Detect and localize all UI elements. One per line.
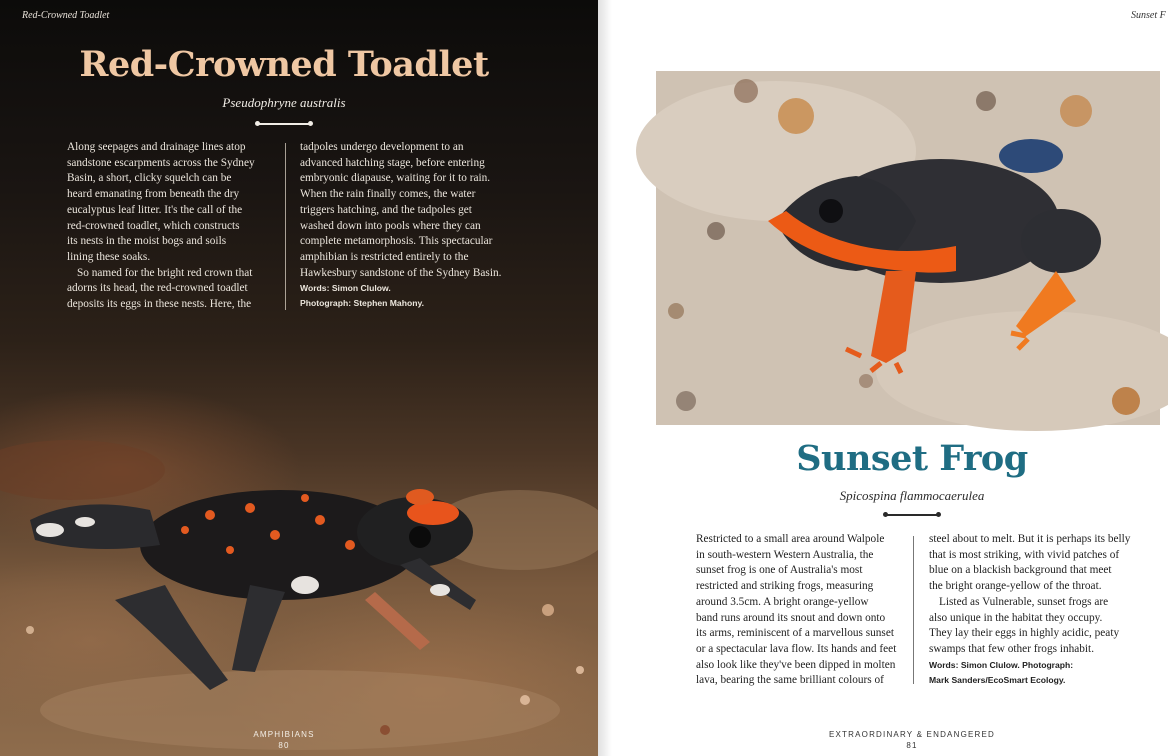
text-line: triggers hatching, and the tadpoles get [300, 203, 472, 216]
text-line: its nests in the moist bogs and soils [67, 235, 227, 248]
body-column-2 [929, 532, 1133, 688]
text-line: restricted and striking frogs, measuring [696, 580, 874, 593]
text-line: also look like they've been dipped in molten [696, 658, 896, 671]
text-line: that is most striking, with vivid patches of [929, 548, 1120, 561]
text-line: Restricted to a small area around Walpole [696, 533, 885, 545]
text-line: around 3.5cm. A bright orange-yellow [696, 595, 869, 608]
body-paragraph-2 [929, 532, 1133, 595]
credit-photo: Photograph: Stephen Mahony. [300, 298, 424, 309]
running-head: Red-Crowned Toadlet [22, 10, 110, 21]
toadlet-illustration [30, 489, 476, 690]
credit-line: Words: Simon Clulow. Photograph: [929, 659, 1074, 670]
body-paragraph-1 [67, 140, 272, 266]
text-line: When the rain finally comes, the water [300, 188, 476, 201]
text-line: deposits its eggs in these nests. Here, the [67, 298, 252, 311]
text-line: heard emanating from beneath the dry [67, 188, 240, 201]
column-divider [285, 143, 286, 310]
text-line: sunset frog is one of Australia's most [696, 564, 863, 577]
text-line: So named for the bright red crown that [77, 266, 253, 279]
running-head: Sunset F [1131, 10, 1166, 21]
text-line: red-crowned toadlet, which constructs [67, 219, 240, 232]
article-title: Sunset Frog [796, 438, 1028, 479]
text-line: Along seepages and drainage lines atop [67, 141, 246, 153]
folio [656, 729, 1168, 751]
text-line: Hawkesbury sandstone of the Sydney Basin. [300, 266, 502, 279]
page-number: 80 [278, 741, 290, 750]
folio-section: AMPHIBIANS [253, 730, 315, 739]
sunset-frog-photo [656, 71, 1160, 425]
text-line: Listed as Vulnerable, sunset frogs are [939, 595, 1109, 608]
text-line: lava, bearing the same brilliant colours of [696, 674, 884, 687]
text-line: Basin, a short, clicky squelch can be [67, 172, 232, 185]
text-line: in south-western Western Australia, the [696, 548, 874, 561]
body-paragraph-2 [67, 266, 272, 313]
text-line: blue on a blackish background that meet [929, 564, 1112, 577]
toadlet-photo [0, 380, 598, 756]
ornamental-rule [886, 514, 938, 516]
body-column-1 [696, 532, 900, 689]
credit-words: Words: Simon Clulow. [300, 283, 391, 294]
body-paragraph-1 [696, 532, 900, 689]
text-line: swamps that few other frogs inhabit. [929, 642, 1095, 655]
text-line: embryonic diapause, waiting for it to rain. [300, 172, 491, 185]
text-line: or a spectacular lava flow. Its hands and feet [696, 642, 897, 655]
scientific-name: Pseudophryne australis [222, 95, 346, 110]
body-column-2 [300, 140, 505, 311]
text-line: steel about to melt. But it is perhaps its belly [929, 533, 1131, 545]
text-line: sandstone escarpments across the Sydney [67, 156, 255, 169]
body-paragraph-3 [929, 595, 1133, 658]
body-paragraph-3 [300, 140, 505, 281]
text-line: its arms, reminiscent of a marvellous sunset [696, 627, 894, 640]
page-number: 81 [906, 741, 918, 750]
text-line: advanced hatching stage, before entering [300, 156, 485, 169]
gutter-shadow [598, 0, 612, 756]
text-line: the bright orange-yellow of the throat. [929, 580, 1102, 593]
credits [300, 281, 505, 311]
folio-section: EXTRAORDINARY & ENDANGERED [828, 730, 996, 739]
column-divider [913, 536, 914, 684]
ornamental-rule [258, 123, 310, 125]
text-line: washed down into pools where they can [300, 219, 481, 232]
scientific-name: Spicospina flammocaerulea [839, 488, 985, 503]
text-line: band runs around its snout and down onto [696, 611, 886, 624]
text-line: They lay their eggs in highly acidic, peaty [929, 627, 1120, 640]
body-column-1 [67, 140, 272, 313]
text-line: amphibian is restricted entirely to the [300, 250, 469, 263]
right-page [598, 0, 1166, 756]
text-line: complete metamorphosis. This spectacular [300, 235, 493, 248]
folio [0, 729, 568, 751]
text-line: tadpoles undergo development to an [300, 141, 464, 153]
article-title: Red-Crowned Toadlet [79, 44, 489, 85]
credits [929, 658, 1133, 688]
credit-line: Mark Sanders/EcoSmart Ecology. [929, 674, 1066, 685]
text-line: adorns its head, the red-crowned toadlet [67, 282, 248, 295]
text-line: lining these soaks. [67, 250, 151, 263]
text-line: also unique in the habitat they occupy. [929, 611, 1103, 624]
text-line: eucalyptus leaf litter. It's the call of the [67, 203, 243, 216]
